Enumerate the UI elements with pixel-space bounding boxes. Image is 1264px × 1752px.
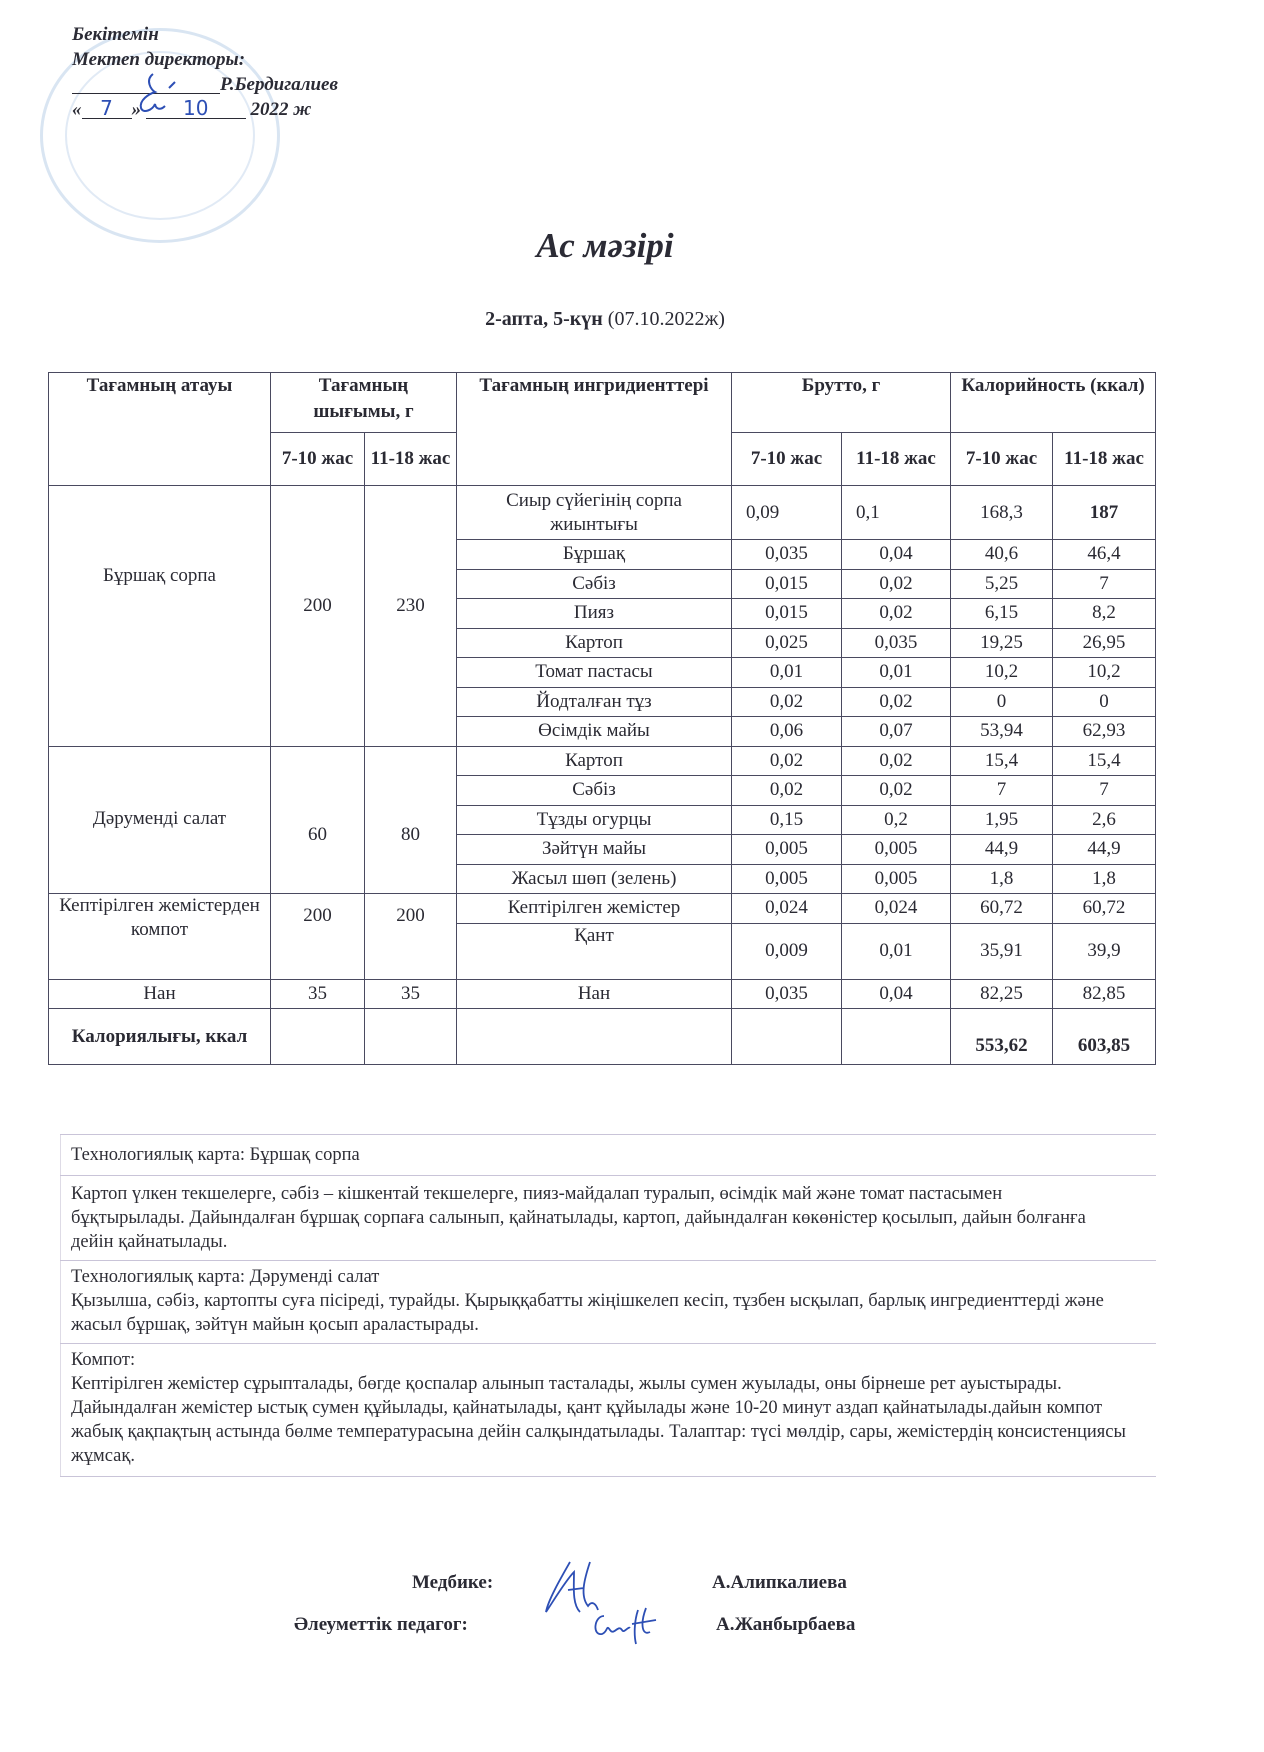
kcal-11-18: 8,2 bbox=[1053, 599, 1156, 629]
dish-yield-11-18: 200 bbox=[365, 894, 457, 980]
approval-block bbox=[72, 22, 338, 122]
col-gross-7-10: 7-10 жас bbox=[732, 433, 842, 486]
gross-7-10: 0,005 bbox=[732, 864, 842, 894]
tech-card-title: Компот: bbox=[71, 1350, 136, 1370]
kcal-7-10: 82,25 bbox=[951, 979, 1053, 1009]
gross-7-10: 0,005 bbox=[732, 835, 842, 865]
kcal-7-10: 168,3 bbox=[951, 486, 1053, 540]
dish-yield-11-18: 80 bbox=[365, 746, 457, 894]
gross-11-18: 0,1 bbox=[842, 486, 951, 540]
kcal-7-10: 53,94 bbox=[951, 717, 1053, 747]
ingredient-name: Қант bbox=[457, 923, 732, 979]
ingredient-name: Бұршақ bbox=[457, 540, 732, 570]
col-yield-11-18: 11-18 жас bbox=[365, 433, 457, 486]
gross-11-18: 0,04 bbox=[842, 540, 951, 570]
dish-yield-7-10: 35 bbox=[271, 979, 365, 1009]
gross-7-10: 0,01 bbox=[732, 658, 842, 688]
gross-7-10: 0,035 bbox=[732, 979, 842, 1009]
kcal-11-18: 44,9 bbox=[1053, 835, 1156, 865]
tech-card-body: Кептірілген жемістер сұрыпталады, бөгде қоспалар алынып тасталады, жылы сумен жуылады, оны бірнеше рет ауыстырады. Дайындалған жемістер ыстық сумен құйылады, қайнатылады, қант құйылады және 10-20 минут аздап қайнатылады.дайын компот жабық қақпақтың астында бөлме температурасына дейін салқындатылады. Талаптар: түсі мөлдір, сары, жемістердің консистенциясы жұмсақ. bbox=[71, 1374, 1126, 1466]
ingredient-name: Нан bbox=[457, 979, 732, 1009]
col-gross: Брутто, г bbox=[732, 373, 951, 433]
total-empty bbox=[271, 1009, 365, 1065]
gross-11-18: 0,005 bbox=[842, 864, 951, 894]
gross-7-10: 0,09 bbox=[732, 486, 842, 540]
kcal-11-18: 7 bbox=[1053, 776, 1156, 806]
total-empty bbox=[457, 1009, 732, 1065]
tech-card-body: Қызылша, сәбіз, картопты суға пісіреді, турайды. Қырыққабатты жіңішкелеп кесіп, тұзбен ысқылап, барлық ингредиенттерді және жасыл бұршақ, зәйтүн майын қосып араластырады. bbox=[71, 1291, 1104, 1335]
kcal-11-18: 82,85 bbox=[1053, 979, 1156, 1009]
dish-name: Нан bbox=[49, 979, 271, 1009]
dish-yield-7-10: 200 bbox=[271, 486, 365, 747]
dish-yield-11-18: 230 bbox=[365, 486, 457, 747]
total-empty bbox=[365, 1009, 457, 1065]
tech-card bbox=[61, 1261, 1157, 1344]
kcal-7-10: 6,15 bbox=[951, 599, 1053, 629]
gross-7-10: 0,06 bbox=[732, 717, 842, 747]
menu-date: (07.10.2022ж) bbox=[607, 308, 725, 330]
gross-11-18: 0,02 bbox=[842, 599, 951, 629]
col-kcal-11-18: 11-18 жас bbox=[1053, 433, 1156, 486]
ingredient-name: Кептірілген жемістер bbox=[457, 894, 732, 924]
dish-yield-7-10: 60 bbox=[271, 746, 365, 894]
approval-date-line: « 7 » 10 2022 ж bbox=[72, 96, 312, 120]
gross-11-18: 0,04 bbox=[842, 979, 951, 1009]
kcal-7-10: 19,25 bbox=[951, 628, 1053, 658]
table-row bbox=[49, 486, 1156, 540]
table-row bbox=[49, 746, 1156, 776]
gross-7-10: 0,02 bbox=[732, 776, 842, 806]
nurse-name: А.Алипкалиева bbox=[712, 1572, 847, 1593]
gross-11-18: 0,02 bbox=[842, 776, 951, 806]
gross-11-18: 0,005 bbox=[842, 835, 951, 865]
approval-day: 7 bbox=[82, 98, 132, 119]
gross-7-10: 0,02 bbox=[732, 687, 842, 717]
director-signature-icon bbox=[125, 70, 180, 120]
kcal-7-10: 40,6 bbox=[951, 540, 1053, 570]
kcal-11-18: 0 bbox=[1053, 687, 1156, 717]
kcal-11-18: 1,8 bbox=[1053, 864, 1156, 894]
gross-7-10: 0,035 bbox=[732, 540, 842, 570]
ingredient-name: Пияз bbox=[457, 599, 732, 629]
ingredient-name: Картоп bbox=[457, 628, 732, 658]
col-yield-7-10: 7-10 жас bbox=[271, 433, 365, 486]
gross-7-10: 0,009 bbox=[732, 923, 842, 979]
col-kcal-7-10: 7-10 жас bbox=[951, 433, 1053, 486]
gross-7-10: 0,15 bbox=[732, 805, 842, 835]
gross-11-18: 0,2 bbox=[842, 805, 951, 835]
kcal-7-10: 60,72 bbox=[951, 894, 1053, 924]
ingredient-name: Өсімдік майы bbox=[457, 717, 732, 747]
total-kcal-11-18: 603,85 bbox=[1053, 1009, 1156, 1065]
header-row bbox=[49, 373, 1156, 433]
kcal-7-10: 5,25 bbox=[951, 569, 1053, 599]
tech-cards bbox=[60, 1134, 1156, 1477]
ingredient-name: Жасыл шөп (зелень) bbox=[457, 864, 732, 894]
kcal-7-10: 44,9 bbox=[951, 835, 1053, 865]
kcal-11-18: 10,2 bbox=[1053, 658, 1156, 688]
dish-name: Бұршақ сорпа bbox=[49, 486, 271, 747]
kcal-11-18: 187 bbox=[1053, 486, 1156, 540]
col-calories: Калорийность (ккал) bbox=[951, 373, 1156, 433]
page-title: Ас мәзірі bbox=[536, 226, 674, 265]
col-dish-name: Тағамның атауы bbox=[49, 373, 271, 486]
week-day-label: 2-апта, 5-күн bbox=[485, 308, 603, 330]
total-empty bbox=[842, 1009, 951, 1065]
ingredient-name: Сәбіз bbox=[457, 569, 732, 599]
kcal-7-10: 1,95 bbox=[951, 805, 1053, 835]
total-empty bbox=[732, 1009, 842, 1065]
kcal-11-18: 2,6 bbox=[1053, 805, 1156, 835]
approval-heading: Бекітемін bbox=[72, 24, 159, 45]
approval-signature-line bbox=[72, 72, 338, 97]
gross-7-10: 0,02 bbox=[732, 746, 842, 776]
ingredient-name: Картоп bbox=[457, 746, 732, 776]
ingredient-name: Сиыр сүйегінің сорпа жиынтығы bbox=[457, 486, 732, 540]
gross-11-18: 0,035 bbox=[842, 628, 951, 658]
dish-name: Кептірілген жемістерден компот bbox=[49, 894, 271, 980]
gross-11-18: 0,02 bbox=[842, 569, 951, 599]
total-kcal-7-10: 553,62 bbox=[951, 1009, 1053, 1065]
tech-card bbox=[61, 1176, 1157, 1261]
col-yield: Тағамның шығымы, г bbox=[271, 373, 457, 433]
kcal-11-18: 60,72 bbox=[1053, 894, 1156, 924]
col-ingredients: Тағамның ингридиенттері bbox=[457, 373, 732, 486]
gross-7-10: 0,015 bbox=[732, 599, 842, 629]
approval-position: Мектеп директоры: bbox=[72, 49, 246, 70]
kcal-7-10: 35,91 bbox=[951, 923, 1053, 979]
kcal-11-18: 62,93 bbox=[1053, 717, 1156, 747]
gross-7-10: 0,025 bbox=[732, 628, 842, 658]
gross-11-18: 0,01 bbox=[842, 658, 951, 688]
approval-year: 2022 ж bbox=[250, 99, 312, 120]
table-row bbox=[49, 894, 1156, 924]
nurse-role: Медбике: bbox=[412, 1572, 494, 1593]
page-subtitle bbox=[0, 308, 1210, 331]
pedagogue-signature-icon bbox=[590, 1602, 668, 1646]
pedagogue-name: А.Жанбырбаева bbox=[716, 1614, 856, 1635]
kcal-7-10: 1,8 bbox=[951, 864, 1053, 894]
total-label: Калориялығы, ккал bbox=[49, 1009, 271, 1065]
gross-11-18: 0,01 bbox=[842, 923, 951, 979]
kcal-7-10: 7 bbox=[951, 776, 1053, 806]
kcal-11-18: 46,4 bbox=[1053, 540, 1156, 570]
kcal-11-18: 7 bbox=[1053, 569, 1156, 599]
ingredient-name: Томат пастасы bbox=[457, 658, 732, 688]
dish-name: Дәруменді салат bbox=[49, 746, 271, 894]
total-row bbox=[49, 1009, 1156, 1065]
approval-month: 10 bbox=[146, 98, 246, 119]
kcal-11-18: 26,95 bbox=[1053, 628, 1156, 658]
kcal-7-10: 10,2 bbox=[951, 658, 1053, 688]
gross-11-18: 0,024 bbox=[842, 894, 951, 924]
kcal-11-18: 39,9 bbox=[1053, 923, 1156, 979]
tech-card-title: Технологиялық карта: Дәруменді салат bbox=[71, 1267, 380, 1287]
gross-11-18: 0,02 bbox=[842, 746, 951, 776]
menu-table bbox=[48, 372, 1156, 1065]
ingredient-name: Тұзды огурцы bbox=[457, 805, 732, 835]
director-name: Р.Бердигалиев bbox=[220, 74, 338, 95]
pedagogue-role: Әлеуметтік педагог: bbox=[294, 1614, 468, 1635]
ingredient-name: Сәбіз bbox=[457, 776, 732, 806]
dish-yield-11-18: 35 bbox=[365, 979, 457, 1009]
tech-card-title: Технологиялық карта: Бұршақ сорпа bbox=[71, 1145, 360, 1165]
tech-card-body: Картоп үлкен текшелерге, сәбіз – кішкентай текшелерге, пияз-майдалап туралып, өсімдік май және томат пастасымен бұқтырылады. Дайындалған бұршақ сорпаға салынып, қайнатылады, картоп, дайындалған көкөністер қосылып, дайын болғанға дейін қайнатылады. bbox=[71, 1184, 1086, 1252]
kcal-7-10: 15,4 bbox=[951, 746, 1053, 776]
kcal-7-10: 0 bbox=[951, 687, 1053, 717]
ingredient-name: Зәйтүн майы bbox=[457, 835, 732, 865]
gross-7-10: 0,015 bbox=[732, 569, 842, 599]
gross-11-18: 0,07 bbox=[842, 717, 951, 747]
tech-card bbox=[61, 1135, 1157, 1176]
tech-card bbox=[61, 1344, 1157, 1477]
gross-11-18: 0,02 bbox=[842, 687, 951, 717]
ingredient-name: Йодталған тұз bbox=[457, 687, 732, 717]
kcal-11-18: 15,4 bbox=[1053, 746, 1156, 776]
gross-7-10: 0,024 bbox=[732, 894, 842, 924]
col-gross-11-18: 11-18 жас bbox=[842, 433, 951, 486]
table-row bbox=[49, 979, 1156, 1009]
dish-yield-7-10: 200 bbox=[271, 894, 365, 980]
